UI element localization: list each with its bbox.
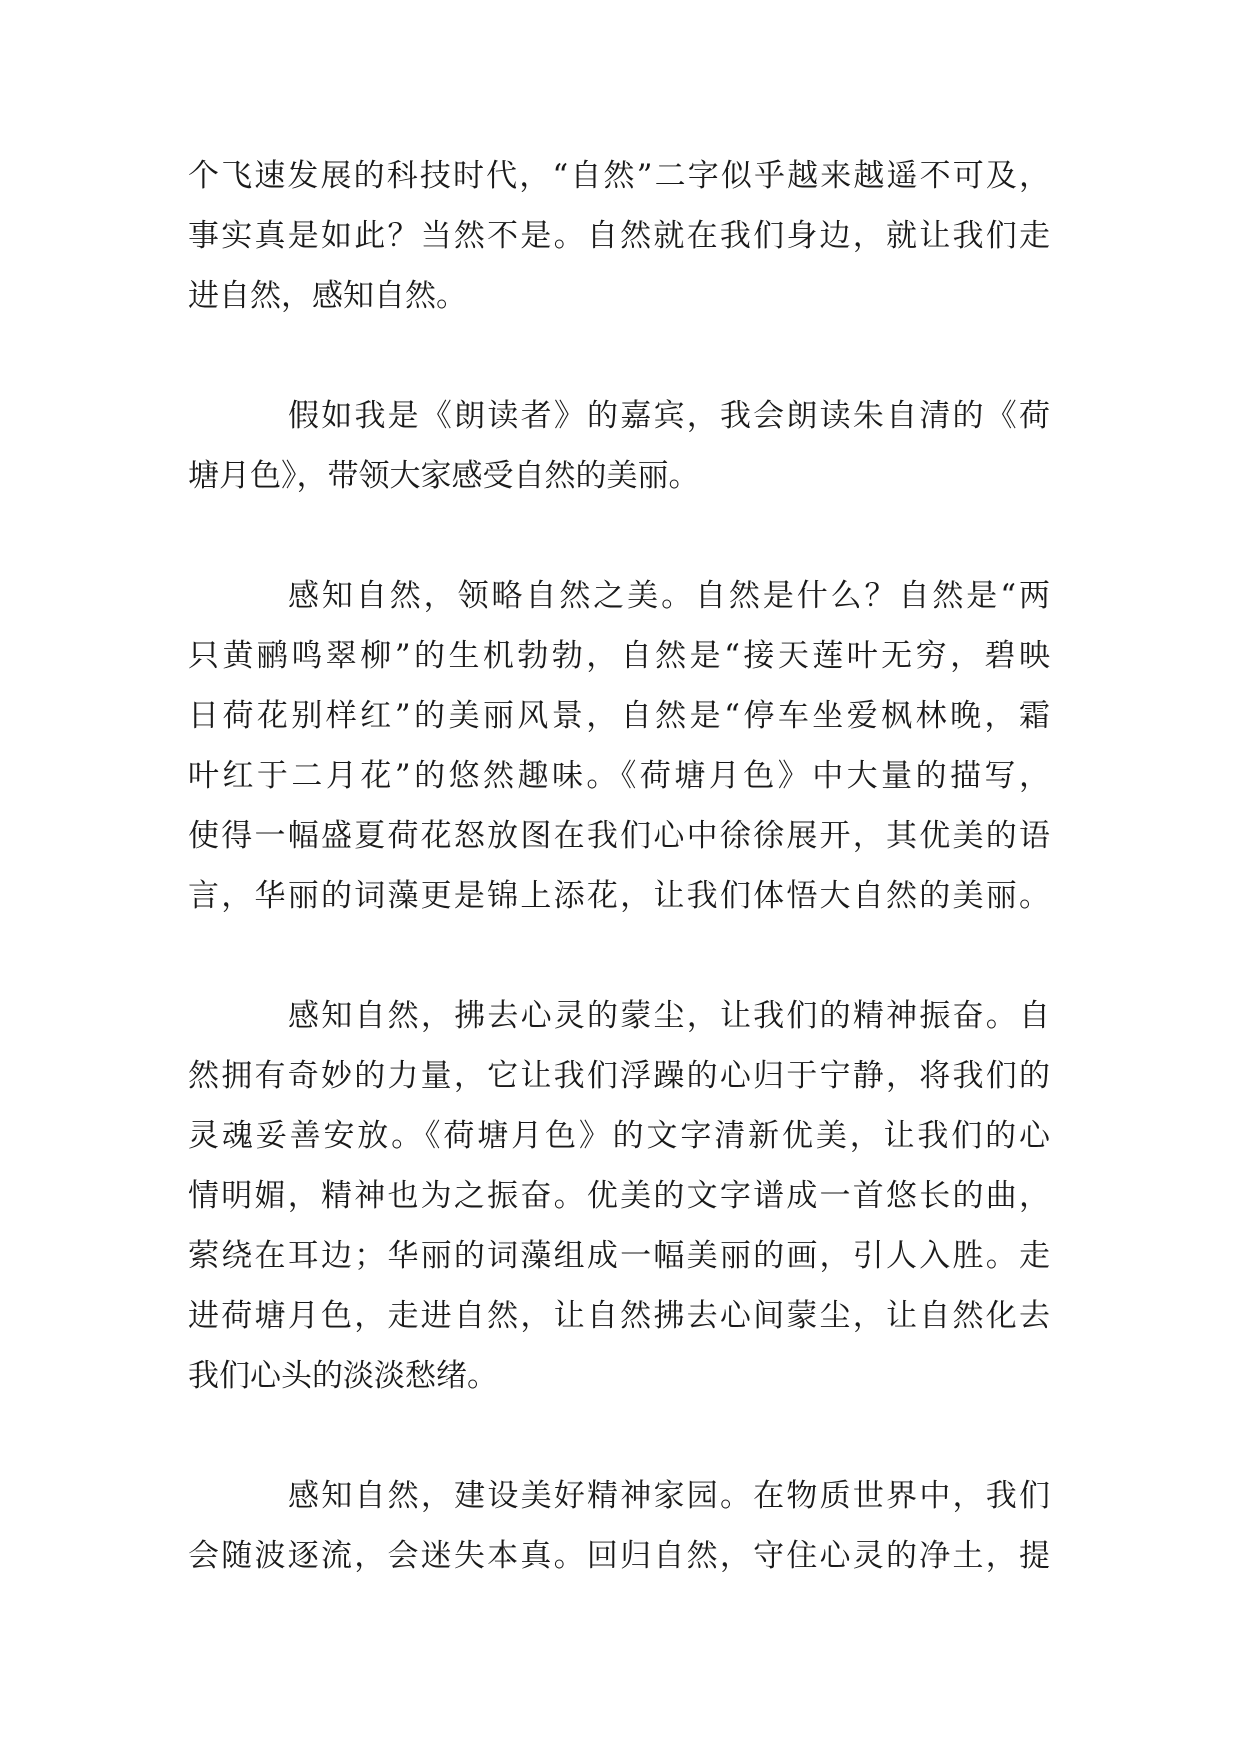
paragraph-line: 会随波逐流，会迷失本真。回归自然，守住心灵的净土，提: [188, 1538, 1050, 1574]
paragraph-5: [188, 1466, 1050, 1586]
paragraph-line: 然拥有奇妙的力量，它让我们浮躁的心归于宁静，将我们的: [188, 1058, 1050, 1094]
paragraph-line: 萦绕在耳边；华丽的词藻组成一幅美丽的画，引人入胜。走: [188, 1238, 1050, 1274]
paragraph-4: [188, 986, 1050, 1406]
paragraph-line: 事实真是如此？当然不是。自然就在我们身边，就让我们走: [188, 218, 1050, 254]
paragraph-3: [188, 566, 1050, 926]
paragraph-line: 感知自然，建设美好精神家园。在物质世界中，我们: [288, 1478, 1050, 1514]
paragraph-line: 言，华丽的词藻更是锦上添花，让我们体悟大自然的美丽。: [188, 878, 1050, 914]
paragraph-line: 进自然，感知自然。: [188, 278, 467, 314]
paragraph-gap: [188, 926, 1050, 986]
paragraph-line: 叶红于二月花”的悠然趣味。《荷塘月色》中大量的描写，: [188, 758, 1050, 794]
paragraph-line: 感知自然，领略自然之美。自然是什么？自然是“两: [288, 578, 1050, 614]
paragraph-gap: [188, 326, 1050, 386]
paragraph-2: [188, 386, 1050, 506]
paragraph-line: 感知自然，拂去心灵的蒙尘，让我们的精神振奋。自: [288, 998, 1050, 1034]
paragraph-line: 我们心头的淡淡愁绪。: [188, 1358, 498, 1394]
paragraph-line: 灵魂妥善安放。《荷塘月色》的文字清新优美，让我们的心: [188, 1118, 1050, 1154]
paragraph-line: 假如我是《朗读者》的嘉宾，我会朗读朱自清的《荷: [288, 398, 1050, 434]
document-page: [188, 146, 1050, 1586]
paragraph-gap: [188, 506, 1050, 566]
paragraph-gap: [188, 1406, 1050, 1466]
paragraph-line: 日荷花别样红”的美丽风景，自然是“停车坐爱枫林晚，霜: [188, 698, 1050, 734]
paragraph-line: 塘月色》，带领大家感受自然的美丽。: [188, 458, 700, 494]
paragraph-line: 进荷塘月色，走进自然，让自然拂去心间蒙尘，让自然化去: [188, 1298, 1050, 1334]
paragraph-line: 只黄鹂鸣翠柳”的生机勃勃，自然是“接天莲叶无穷，碧映: [188, 638, 1050, 674]
paragraph-line: 个飞速发展的科技时代，“自然”二字似乎越来越遥不可及，: [188, 158, 1050, 194]
paragraph-1: [188, 146, 1050, 326]
paragraph-line: 情明媚，精神也为之振奋。优美的文字谱成一首悠长的曲，: [188, 1178, 1050, 1214]
paragraph-line: 使得一幅盛夏荷花怒放图在我们心中徐徐展开，其优美的语: [188, 818, 1050, 854]
